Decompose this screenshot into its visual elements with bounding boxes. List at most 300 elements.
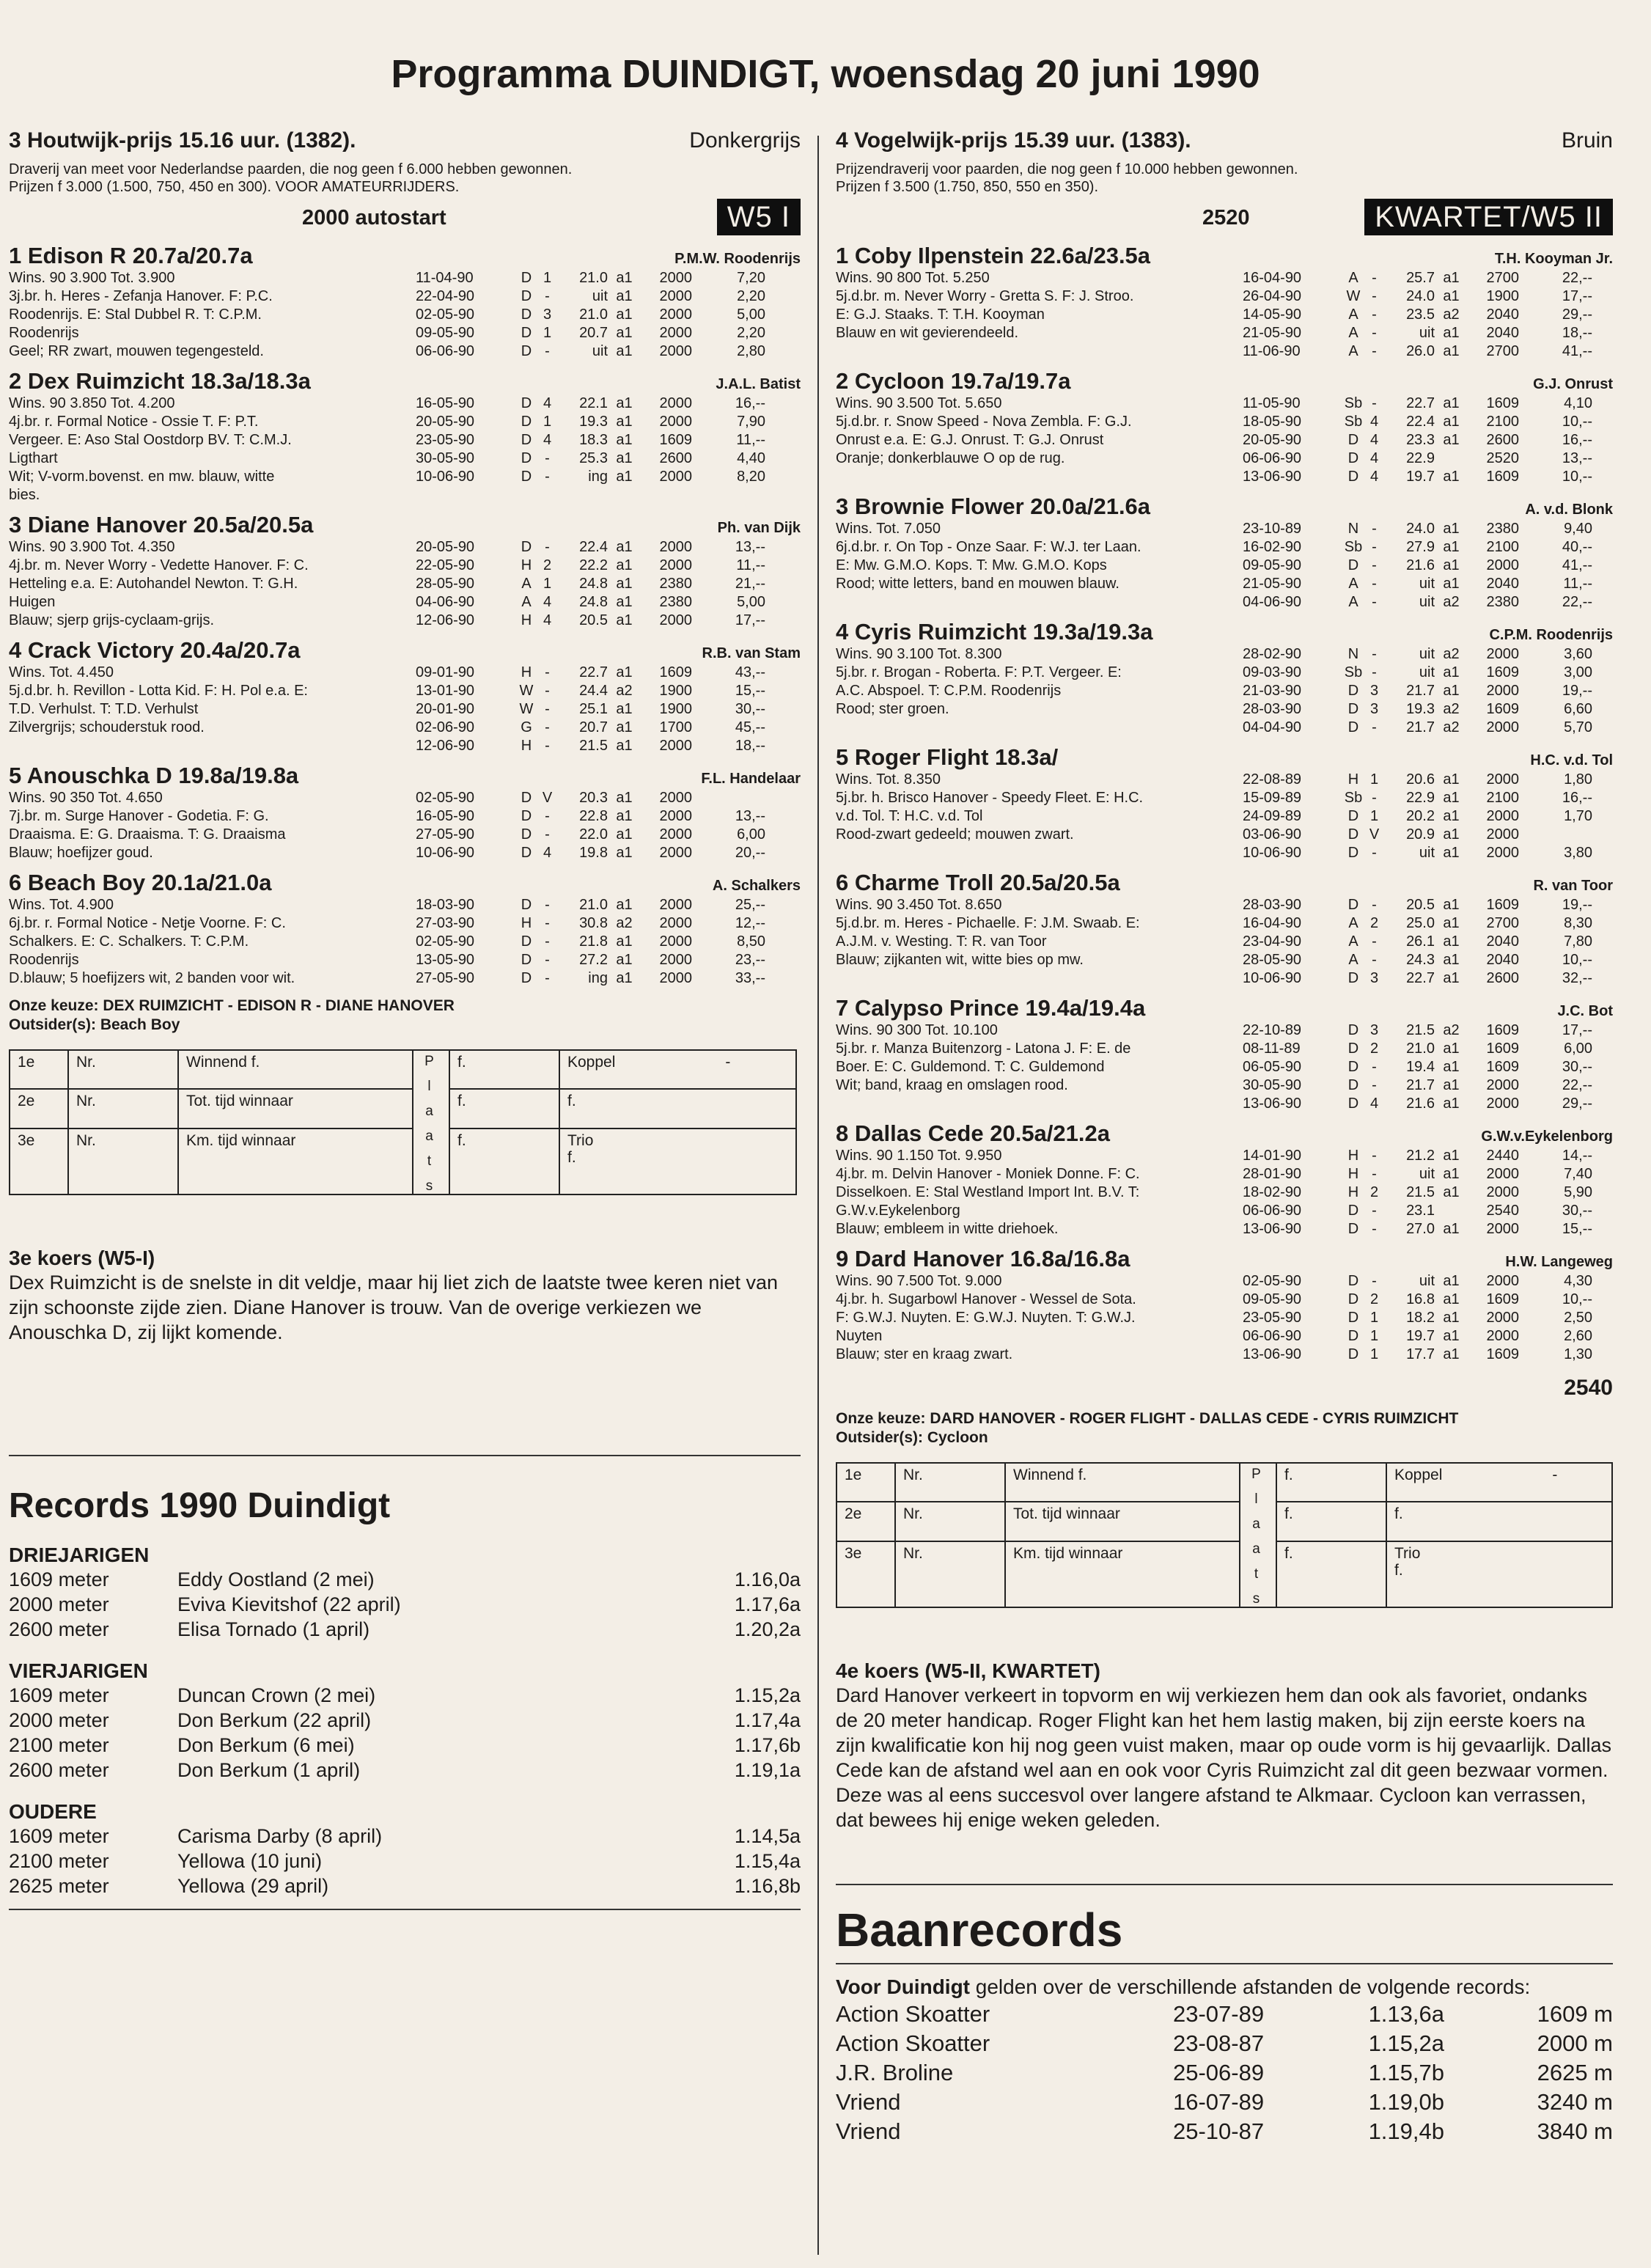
horse-body xyxy=(836,645,1613,737)
run-row xyxy=(1243,789,1613,807)
tot-label: Tot. tijd winnaar xyxy=(178,1089,413,1128)
baanrecord-row xyxy=(836,2088,1613,2117)
horse-trainer: Ph. van Dijk xyxy=(717,520,801,536)
race-desc-line: Prijzendraverij voor paarden, die nog geen f 10.000 hebben gewonnen. xyxy=(836,161,1298,177)
run-time: 22.1 xyxy=(579,395,608,411)
run-odds: 2,60 xyxy=(1564,1328,1592,1344)
run-start: a1 xyxy=(1443,1148,1460,1164)
horse-info-line: Wins. 90 3.900 Tot. 4.350 xyxy=(9,539,175,555)
run-date: 10-06-90 xyxy=(416,845,475,861)
run-row xyxy=(1243,520,1613,538)
run-date: 23-04-90 xyxy=(1243,933,1302,950)
run-track: W xyxy=(1346,288,1361,304)
plaats-label: P l a a t s xyxy=(413,1050,449,1194)
run-row xyxy=(1243,969,1613,988)
run-odds: 5,70 xyxy=(1564,719,1592,735)
horse-info-line: Vergeer. E: Aso Stal Oostdorp BV. T: C.M.J. xyxy=(9,432,292,448)
record-distance: 2000 meter xyxy=(9,1593,109,1615)
run-row xyxy=(1243,1147,1613,1165)
run-odds: 2,20 xyxy=(737,325,765,341)
run-track: N xyxy=(1347,521,1359,537)
run-distance: 2000 xyxy=(1486,1166,1519,1182)
run-odds: 1,80 xyxy=(1564,771,1592,788)
run-time: 22.8 xyxy=(579,808,608,824)
run-odds: 14,-- xyxy=(1562,1148,1592,1164)
run-start: a1 xyxy=(1443,343,1460,359)
horse-body xyxy=(836,394,1613,486)
run-distance: 2000 xyxy=(1486,719,1519,735)
run-time: 25.3 xyxy=(579,450,608,466)
horse-body xyxy=(836,1147,1613,1238)
run-place: - xyxy=(1372,1166,1377,1182)
run-distance: 2040 xyxy=(1486,933,1519,950)
run-odds: 1,70 xyxy=(1564,808,1592,824)
run-track: A xyxy=(1348,307,1358,323)
place-label: 1e xyxy=(836,1463,895,1502)
run-date: 28-05-90 xyxy=(1243,952,1302,968)
run-distance: 1609 xyxy=(659,664,692,680)
run-track: D xyxy=(521,288,532,304)
run-start: a1 xyxy=(1443,790,1460,806)
horse-info-line: Rood; ster groen. xyxy=(836,701,949,717)
run-row xyxy=(1243,1076,1613,1095)
koppel-dash: - xyxy=(1552,1467,1558,1483)
run-odds: 10,-- xyxy=(1562,1291,1592,1307)
horse-info-line: Wit; V-vorm.bovenst. en mw. blauw, witte xyxy=(9,469,275,485)
run-start: a1 xyxy=(1443,1310,1460,1326)
run-date: 28-03-90 xyxy=(1243,897,1302,913)
run-track: H xyxy=(521,738,532,754)
horse-info-line: 5j.d.br. m. Never Worry - Gretta S. F: J. Stroo. xyxy=(836,288,1134,304)
run-start: a1 xyxy=(616,719,633,735)
run-start: a1 xyxy=(1443,1077,1460,1093)
run-odds: 2,20 xyxy=(737,288,765,304)
run-track: D xyxy=(1347,1346,1359,1362)
run-date: 11-04-90 xyxy=(416,270,474,286)
record-distance: 2100 meter xyxy=(9,1734,109,1756)
horse-info-line: 5j.br. h. Brisco Hanover - Speedy Fleet. E: H.C. xyxy=(836,790,1144,806)
run-time: 19.3 xyxy=(1406,701,1435,717)
run-track: A xyxy=(1348,952,1358,968)
run-row xyxy=(416,719,801,737)
horse-trainer: H.C. v.d. Tol xyxy=(1530,752,1613,768)
run-time: 21.2 xyxy=(1406,1148,1435,1164)
run-start: a1 xyxy=(1443,1041,1460,1057)
horse-info-line: v.d. Tol. T: H.C. v.d. Tol xyxy=(836,808,983,824)
horse-runs xyxy=(416,789,801,862)
race-4 xyxy=(836,128,1613,1832)
run-track: D xyxy=(521,469,532,485)
run-track: D xyxy=(1347,808,1359,824)
run-track: N xyxy=(1347,646,1359,662)
horse-info-line: Wins. Tot. 4.900 xyxy=(9,897,114,913)
run-place: - xyxy=(545,738,550,754)
run-place: 1 xyxy=(543,576,552,592)
run-distance: 1900 xyxy=(1486,288,1519,304)
run-distance: 2000 xyxy=(659,808,692,824)
run-row xyxy=(416,682,801,700)
run-start: a1 xyxy=(1443,576,1460,592)
baanrecords-title: Baanrecords xyxy=(836,1904,1123,1956)
km-label: Km. tijd winnaar xyxy=(1005,1541,1240,1607)
place-label: 2e xyxy=(836,1502,895,1541)
run-row xyxy=(416,969,801,988)
run-start: a1 xyxy=(1443,1273,1460,1289)
horse-body xyxy=(9,664,801,755)
run-time: 20.7 xyxy=(579,719,608,735)
trio-cell xyxy=(1386,1541,1612,1607)
trio-f: f. xyxy=(567,1148,576,1166)
run-row xyxy=(1243,1309,1613,1327)
run-track: W xyxy=(519,683,534,699)
run-start: a1 xyxy=(1443,288,1460,304)
run-start: a1 xyxy=(616,469,633,485)
run-place: 1 xyxy=(1369,808,1379,824)
run-track: D xyxy=(521,933,532,950)
run-row xyxy=(1243,719,1613,737)
run-place: - xyxy=(545,683,550,699)
horse-info-line: Draaisma. E: G. Draaisma. T: G. Draaisma xyxy=(9,826,286,843)
run-track: D xyxy=(521,343,532,359)
run-date: 27-05-90 xyxy=(416,970,475,986)
run-place: - xyxy=(545,469,550,485)
horse-info-line: bies. xyxy=(9,487,40,503)
run-time: uit xyxy=(1419,646,1435,662)
record-distance: 2000 meter xyxy=(9,1709,109,1731)
page-title: Programma DUINDIGT, woensdag 20 juni 1990 xyxy=(391,52,1260,96)
run-track: D xyxy=(1347,557,1359,573)
run-time: 21.8 xyxy=(579,933,608,950)
horse-runs xyxy=(416,896,801,988)
horse-info xyxy=(9,896,416,988)
run-track: D xyxy=(1347,1059,1359,1075)
run-start: a1 xyxy=(1443,683,1460,699)
race-name: 3 Houtwijk-prijs 15.16 uur. (1382). xyxy=(9,128,356,153)
run-distance: 2520 xyxy=(1486,450,1519,466)
baanrecord-date: 25-10-87 xyxy=(1173,2118,1265,2144)
run-row xyxy=(1243,413,1613,431)
place-label: 2e xyxy=(10,1089,68,1128)
run-distance: 2000 xyxy=(1486,1077,1519,1093)
run-time: ing xyxy=(588,469,608,485)
horse-info-line: Wins. 90 350 Tot. 4.650 xyxy=(9,790,163,806)
run-row xyxy=(416,789,801,807)
run-odds: 5,00 xyxy=(737,594,765,610)
run-start: a1 xyxy=(1443,1184,1460,1200)
run-row xyxy=(416,575,801,593)
run-date: 27-03-90 xyxy=(416,915,475,931)
run-time: uit xyxy=(1419,664,1435,680)
run-start: a1 xyxy=(616,414,633,430)
run-distance: 2100 xyxy=(1486,790,1519,806)
run-odds: 10,-- xyxy=(1562,952,1592,968)
run-track: D xyxy=(1347,826,1359,843)
run-time: 21.0 xyxy=(579,897,608,913)
run-distance: 2000 xyxy=(1486,646,1519,662)
run-start: a1 xyxy=(1443,897,1460,913)
baanrecord-row xyxy=(836,2029,1613,2058)
run-time: 21.0 xyxy=(1406,1041,1435,1057)
race-color: Donkergrijs xyxy=(689,128,801,153)
run-start: a1 xyxy=(616,576,633,592)
run-row xyxy=(1243,1202,1613,1220)
horse-name: 3 Brownie Flower 20.0a/21.6a xyxy=(836,493,1151,519)
section-divider xyxy=(836,1884,1613,1885)
run-place: - xyxy=(545,343,550,359)
run-track: H xyxy=(1347,1166,1359,1182)
nr-label: Nr. xyxy=(68,1089,178,1128)
nr-label: Nr. xyxy=(895,1541,1005,1607)
run-track: A xyxy=(1348,576,1358,592)
run-date: 28-01-90 xyxy=(1243,1166,1302,1182)
run-start: a1 xyxy=(616,395,633,411)
run-date: 02-05-90 xyxy=(416,307,475,323)
horse-entry xyxy=(9,368,801,504)
run-place: 4 xyxy=(1369,432,1379,448)
run-distance: 2000 xyxy=(659,933,692,950)
horse-info-line: Rood-zwart gedeeld; mouwen zwart. xyxy=(836,826,1074,843)
run-row xyxy=(416,914,801,933)
horse-body xyxy=(836,520,1613,612)
horse-name: 6 Beach Boy 20.1a/21.0a xyxy=(9,870,272,895)
run-row xyxy=(1243,538,1613,557)
run-odds: 12,-- xyxy=(735,915,765,931)
horse-entry xyxy=(836,493,1613,612)
koppel-label: Koppel xyxy=(1394,1467,1443,1483)
run-track: H xyxy=(521,915,532,931)
run-row xyxy=(1243,342,1613,361)
run-start: a1 xyxy=(1443,845,1460,861)
run-start: a1 xyxy=(616,594,633,610)
record-horse: Eddy Oostland (2 mei) xyxy=(177,1568,375,1590)
run-start: a1 xyxy=(616,343,633,359)
record-time: 1.16,8b xyxy=(734,1875,801,1897)
analysis-title: 3e koers (W5-I) xyxy=(9,1247,155,1269)
run-start: a1 xyxy=(616,808,633,824)
run-date: 15-09-89 xyxy=(1243,790,1302,806)
run-place: - xyxy=(545,897,550,913)
run-track: D xyxy=(521,952,532,968)
run-odds: 7,80 xyxy=(1564,933,1592,950)
run-date: 06-06-90 xyxy=(1243,450,1302,466)
horse-name: 3 Diane Hanover 20.5a/20.5a xyxy=(9,512,314,537)
record-time: 1.14,5a xyxy=(734,1825,801,1847)
our-choice xyxy=(836,1409,1613,1447)
f-label: f. xyxy=(1276,1541,1386,1607)
horse-name: 8 Dallas Cede 20.5a/21.2a xyxy=(836,1120,1110,1146)
run-date: 22-04-90 xyxy=(416,288,475,304)
run-start: a1 xyxy=(1443,270,1460,286)
run-place: - xyxy=(1372,521,1377,537)
run-odds: 7,20 xyxy=(737,270,765,286)
run-date: 02-05-90 xyxy=(1243,1273,1302,1289)
record-distance: 1609 meter xyxy=(9,1568,109,1590)
horse-entry xyxy=(836,243,1613,361)
run-row xyxy=(416,557,801,575)
run-odds: 5,90 xyxy=(1564,1184,1592,1200)
run-distance: 2000 xyxy=(1486,1184,1519,1200)
run-row xyxy=(1243,1165,1613,1183)
plaats-label: P l a a t s xyxy=(1240,1463,1276,1607)
run-place: V xyxy=(1369,826,1380,843)
run-row xyxy=(416,413,801,431)
record-distance: 2600 meter xyxy=(9,1618,109,1640)
race-header xyxy=(9,128,801,153)
horse-info-line: Nuyten xyxy=(836,1328,883,1344)
run-start: a2 xyxy=(1443,701,1460,717)
baanrecord-horse: Vriend xyxy=(836,2118,901,2144)
race-header xyxy=(836,128,1613,153)
run-distance: 2000 xyxy=(659,897,692,913)
run-odds: 30,-- xyxy=(1562,1203,1592,1219)
run-date: 13-06-90 xyxy=(1243,469,1302,485)
horse-header xyxy=(9,368,801,394)
horse-entry xyxy=(836,744,1613,862)
run-time: 19.3 xyxy=(579,414,608,430)
horse-info-line: G.W.v.Eykelenborg xyxy=(836,1203,960,1219)
horse-trainer: J.A.L. Batist xyxy=(716,376,801,392)
run-track: D xyxy=(1347,1096,1359,1112)
run-place: - xyxy=(545,970,550,986)
run-row xyxy=(1243,1272,1613,1291)
run-odds: 45,-- xyxy=(735,719,765,735)
record-row xyxy=(9,1708,801,1733)
run-distance: 2380 xyxy=(659,594,692,610)
horse-name: 5 Roger Flight 18.3a/ xyxy=(836,744,1059,770)
horse-header xyxy=(9,763,801,789)
run-track: D xyxy=(521,395,532,411)
run-time: 22.4 xyxy=(1406,414,1435,430)
run-distance: 2000 xyxy=(659,915,692,931)
intro-rest: gelden over de verschillende afstanden de volgende records: xyxy=(970,1975,1531,1998)
run-track: D xyxy=(1347,970,1359,986)
run-row xyxy=(416,664,801,682)
horse-trainer: G.J. Onrust xyxy=(1533,376,1613,392)
run-date: 14-01-90 xyxy=(1243,1148,1302,1164)
place-label: 3e xyxy=(10,1129,68,1194)
run-start: a1 xyxy=(1443,1328,1460,1344)
run-start: a1 xyxy=(616,701,633,717)
run-date: 28-05-90 xyxy=(416,576,475,592)
km-label: Km. tijd winnaar xyxy=(178,1129,413,1194)
outsider-line: Outsider(s): Cycloon xyxy=(836,1429,988,1446)
run-time: 27.0 xyxy=(1406,1221,1435,1237)
horse-info-line: Roodenrijs xyxy=(9,325,79,341)
run-start: a1 xyxy=(616,557,633,573)
horse-info-line: E: G.J. Staaks. T: T.H. Kooyman xyxy=(836,307,1045,323)
horse-info-line: 5j.d.br. h. Revillon - Lotta Kid. F: H. Pol e.a. E: xyxy=(9,683,308,699)
run-date: 13-06-90 xyxy=(1243,1346,1302,1362)
run-distance: 2000 xyxy=(1486,845,1519,861)
run-odds: 13,-- xyxy=(735,808,765,824)
run-place: 1 xyxy=(1369,1328,1379,1344)
baanrecord-horse: Action Skoatter xyxy=(836,2030,990,2056)
run-place: - xyxy=(545,952,550,968)
run-odds: 17,-- xyxy=(1562,1022,1592,1038)
run-distance: 1609 xyxy=(1486,1022,1519,1038)
run-place: - xyxy=(545,808,550,824)
record-row xyxy=(9,1824,801,1849)
run-time: 21.5 xyxy=(579,738,608,754)
run-time: 25.1 xyxy=(579,701,608,717)
baanrecord-distance: 1609 m xyxy=(1537,2001,1613,2027)
run-distance: 2600 xyxy=(1486,432,1519,448)
run-place: - xyxy=(1372,933,1377,950)
run-track: D xyxy=(1347,1273,1359,1289)
f-label: f. xyxy=(1276,1502,1386,1541)
run-time: 19.7 xyxy=(1406,1328,1435,1344)
horse-trainer: J.C. Bot xyxy=(1557,1003,1613,1019)
run-time: 22.7 xyxy=(579,664,608,680)
run-track: Sb xyxy=(1344,539,1363,555)
run-place: - xyxy=(1372,343,1377,359)
run-odds: 22,-- xyxy=(1562,270,1592,286)
run-start: a1 xyxy=(616,612,633,628)
run-time: 25.7 xyxy=(1406,270,1435,286)
run-row xyxy=(1243,449,1613,468)
run-distance: 2000 xyxy=(659,325,692,341)
horse-header xyxy=(836,1246,1613,1272)
run-date: 04-06-90 xyxy=(1243,594,1302,610)
run-start: a1 xyxy=(1443,808,1460,824)
horse-name: 2 Cycloon 19.7a/19.7a xyxy=(836,368,1071,394)
run-track: A xyxy=(1348,343,1358,359)
run-date: 21-03-90 xyxy=(1243,683,1302,699)
run-date: 23-05-90 xyxy=(1243,1310,1302,1326)
run-time: 30.8 xyxy=(579,915,608,931)
baanrecord-time: 1.13,6a xyxy=(1368,2001,1444,2027)
run-odds: 19,-- xyxy=(1562,683,1592,699)
run-track: G xyxy=(521,719,532,735)
run-odds xyxy=(1519,826,1592,844)
result-table xyxy=(9,1049,797,1195)
run-distance: 2000 xyxy=(1486,808,1519,824)
run-row xyxy=(1243,575,1613,593)
record-time: 1.17,4a xyxy=(734,1709,801,1731)
run-odds: 13,-- xyxy=(1562,450,1592,466)
baanrecord-row xyxy=(836,2117,1613,2146)
run-place: - xyxy=(545,450,550,466)
run-start: a1 xyxy=(1443,933,1460,950)
run-row xyxy=(416,269,801,287)
run-date: 16-04-90 xyxy=(1243,270,1302,286)
run-place: 2 xyxy=(1369,1041,1379,1057)
run-start: a1 xyxy=(1443,1291,1460,1307)
record-distance: 1609 meter xyxy=(9,1684,109,1706)
run-distance: 2000 xyxy=(1486,826,1519,843)
run-place: - xyxy=(1372,288,1377,304)
run-track: D xyxy=(1347,1221,1359,1237)
nr-label: Nr. xyxy=(68,1129,178,1194)
run-row xyxy=(416,700,801,719)
run-distance: 2000 xyxy=(659,790,692,806)
run-date: 06-06-90 xyxy=(416,343,475,359)
horse-info-line: Hetteling e.a. E: Autohandel Newton. T: G.H. xyxy=(9,576,298,592)
run-row xyxy=(1243,682,1613,700)
run-distance: 1900 xyxy=(659,701,692,717)
run-place: - xyxy=(545,664,550,680)
record-horse: Don Berkum (1 april) xyxy=(177,1759,361,1781)
run-place: - xyxy=(545,719,550,735)
run-date: 02-06-90 xyxy=(416,719,475,735)
horse-entry xyxy=(836,368,1613,486)
race-analysis xyxy=(9,1247,801,1345)
run-place: - xyxy=(1372,576,1377,592)
baanrecord-time: 1.19,0b xyxy=(1368,2089,1444,2115)
run-place: - xyxy=(1372,307,1377,323)
record-distance: 2100 meter xyxy=(9,1850,109,1872)
run-place: - xyxy=(1372,646,1377,662)
